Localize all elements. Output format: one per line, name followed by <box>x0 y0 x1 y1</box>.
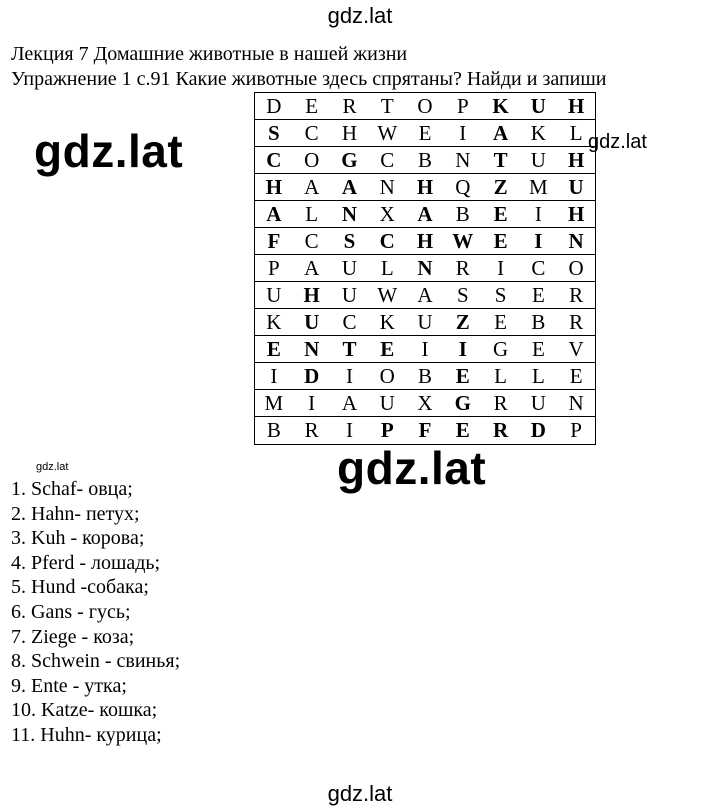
grid-cell: P <box>268 255 280 280</box>
grid-row <box>255 174 595 201</box>
grid-cell: U <box>417 309 433 334</box>
grid-cell: U <box>266 282 282 307</box>
grid-cell: E <box>531 336 545 361</box>
grid-cell: U <box>530 147 546 172</box>
grid-cell: I <box>534 201 542 226</box>
answer-item: 1. Schaf- овца; <box>11 478 133 500</box>
grid-cell: H <box>303 282 320 307</box>
grid-cell: S <box>268 120 280 145</box>
grid-cell: E <box>569 363 583 388</box>
grid-cell: U <box>304 309 320 334</box>
grid-cell: N <box>304 336 320 361</box>
grid-cell: C <box>380 147 395 172</box>
grid-cell: X <box>417 390 433 415</box>
grid-cell: E <box>380 336 395 361</box>
grid-cell: Z <box>493 174 508 199</box>
grid-cell: V <box>568 336 584 361</box>
grid-cell: I <box>270 363 278 388</box>
grid-cell: U <box>341 282 358 307</box>
answer-item: 11. Huhn- курица; <box>11 723 162 746</box>
exercise-title: Упражнение 1 с.91 Какие животные здесь спрятаны? Найди и запиши <box>11 68 607 90</box>
answer-item: 4. Pferd - лошадь; <box>11 551 161 574</box>
grid-cell: I <box>308 390 316 415</box>
grid-cell: H <box>265 174 283 199</box>
grid-cell: W <box>452 228 474 253</box>
grid-cell: K <box>266 309 282 334</box>
grid-cell: C <box>304 120 319 145</box>
grid-row <box>255 417 595 444</box>
grid-cell: S <box>343 228 356 253</box>
grid-cell: N <box>455 147 471 172</box>
grid-row <box>255 255 595 282</box>
grid-cell: B <box>455 201 470 226</box>
grid-cell: N <box>417 255 433 280</box>
grid-cell: I <box>497 255 505 280</box>
grid-cell: H <box>416 228 434 253</box>
grid-cell: B <box>266 418 281 442</box>
grid-cell: H <box>567 147 585 172</box>
grid-cell: F <box>267 228 281 253</box>
grid-cell: E <box>494 309 507 334</box>
grid-cell: B <box>531 309 546 334</box>
grid-cell: O <box>304 147 320 172</box>
grid-row <box>255 363 595 390</box>
grid-cell: R <box>569 282 584 307</box>
grid-cell: P <box>456 93 469 118</box>
grid-cell: A <box>304 255 320 280</box>
grid-row <box>255 228 595 255</box>
grid-cell: N <box>379 174 395 199</box>
answer-list <box>11 477 180 748</box>
grid-cell: W <box>377 120 398 145</box>
watermark-small: gdz.lat <box>36 461 69 473</box>
grid-cell: D <box>304 363 320 388</box>
grid-cell: O <box>568 255 584 280</box>
grid-cell: D <box>530 418 546 442</box>
grid-row <box>255 147 595 174</box>
grid-cell: R <box>493 390 508 415</box>
grid-cell: C <box>342 309 357 334</box>
grid-cell: E <box>266 336 281 361</box>
grid-cell: E <box>493 228 508 253</box>
grid-cell: I <box>345 418 353 442</box>
lesson-title: Лекция 7 Домашние животные в нашей жизни <box>11 43 408 65</box>
grid-cell: O <box>417 93 433 118</box>
grid-cell: A <box>341 390 358 415</box>
watermark-bottom: gdz.lat <box>327 781 393 806</box>
watermark-large-center: gdz.lat <box>337 442 487 494</box>
grid-cell: L <box>531 363 545 388</box>
grid-cell: R <box>304 418 319 442</box>
grid-cell: A <box>417 282 433 307</box>
watermark-large-left: gdz.lat <box>34 125 184 177</box>
grid-cell: Q <box>455 174 471 199</box>
grid-cell: E <box>493 201 508 226</box>
grid-cell: K <box>530 120 546 145</box>
grid-cell: E <box>418 120 432 145</box>
answer-item: 5. Hund -собака; <box>11 576 149 599</box>
grid-cell: R <box>569 309 584 334</box>
grid-cell: G <box>341 147 358 172</box>
grid-cell: G <box>492 336 509 361</box>
grid-cell: W <box>377 282 398 307</box>
answer-item: 10. Katze- кошка; <box>11 699 158 722</box>
grid-cell: A <box>492 120 509 145</box>
grid-row <box>255 201 595 228</box>
grid-row <box>255 282 595 309</box>
grid-cell: H <box>567 201 585 226</box>
grid-cell: M <box>529 174 548 199</box>
grid-cell: L <box>305 201 319 226</box>
grid-cell: L <box>380 255 394 280</box>
watermark-top: gdz.lat <box>327 3 393 28</box>
grid-cell: A <box>341 174 358 199</box>
grid-cell: A <box>304 174 320 199</box>
grid-cell: O <box>379 363 395 388</box>
grid-row <box>255 336 595 363</box>
grid-cell: E <box>455 363 470 388</box>
grid-cell: M <box>264 390 284 415</box>
grid-cell: A <box>417 201 433 226</box>
grid-cell: H <box>341 120 358 145</box>
grid-cell: C <box>304 228 319 253</box>
grid-cell: K <box>492 93 509 118</box>
grid-row <box>255 309 595 336</box>
grid-cell: I <box>459 120 467 145</box>
grid-cell: S <box>456 282 469 307</box>
grid-cell: T <box>342 336 357 361</box>
answer-item: 3. Kuh - корова; <box>11 527 145 550</box>
grid-cell: N <box>568 390 584 415</box>
grid-cell: B <box>418 147 433 172</box>
grid-cell: N <box>341 201 358 226</box>
grid-cell: C <box>531 255 546 280</box>
grid-cell: I <box>458 336 467 361</box>
answer-item: 7. Ziege - коза; <box>11 625 135 648</box>
grid-cell: U <box>568 174 584 199</box>
grid-cell: S <box>494 282 507 307</box>
grid-cell: I <box>345 363 353 388</box>
grid-cell: U <box>530 390 546 415</box>
grid-cell: U <box>379 390 395 415</box>
grid-cell: C <box>266 147 282 172</box>
answer-item: 6. Gans - гусь; <box>11 600 131 623</box>
grid-cell: H <box>567 93 585 118</box>
grid-cell: H <box>416 174 434 199</box>
grid-cell: X <box>379 201 395 226</box>
grid-cell: E <box>531 282 545 307</box>
grid-cell: R <box>492 418 509 442</box>
answer-item: 8. Schwein - свинья; <box>11 650 181 673</box>
grid-row <box>255 390 595 417</box>
grid-cell: T <box>493 147 508 172</box>
grid-cell: F <box>418 418 432 442</box>
grid-cell: P <box>570 418 582 442</box>
grid-cell: I <box>534 228 543 253</box>
grid-cell: L <box>494 363 507 388</box>
grid-cell: D <box>266 93 282 118</box>
grid-cell: I <box>421 336 429 361</box>
grid-row <box>255 93 595 120</box>
grid-cell: U <box>530 93 546 118</box>
grid-cell: E <box>305 93 319 118</box>
grid-cell: R <box>342 93 357 118</box>
grid-cell: N <box>568 228 584 253</box>
grid-cell: P <box>380 418 394 442</box>
watermark-right: gdz.lat <box>588 131 647 153</box>
grid-row <box>255 120 595 147</box>
grid-cell: C <box>379 228 395 253</box>
word-search-grid <box>254 92 596 445</box>
grid-cell: G <box>454 390 471 415</box>
grid-cell: T <box>380 93 394 118</box>
grid-cell: A <box>266 201 282 226</box>
grid-cell: R <box>455 255 470 280</box>
grid-cell: L <box>569 120 583 145</box>
answer-item: 9. Ente - утка; <box>11 674 127 697</box>
grid-cell: Z <box>455 309 470 334</box>
answer-item: 2. Hahn- петух; <box>11 502 140 525</box>
grid-cell: U <box>341 255 358 280</box>
grid-cell: E <box>455 418 470 442</box>
grid-cell: K <box>379 309 395 334</box>
grid-cell: B <box>418 363 433 388</box>
